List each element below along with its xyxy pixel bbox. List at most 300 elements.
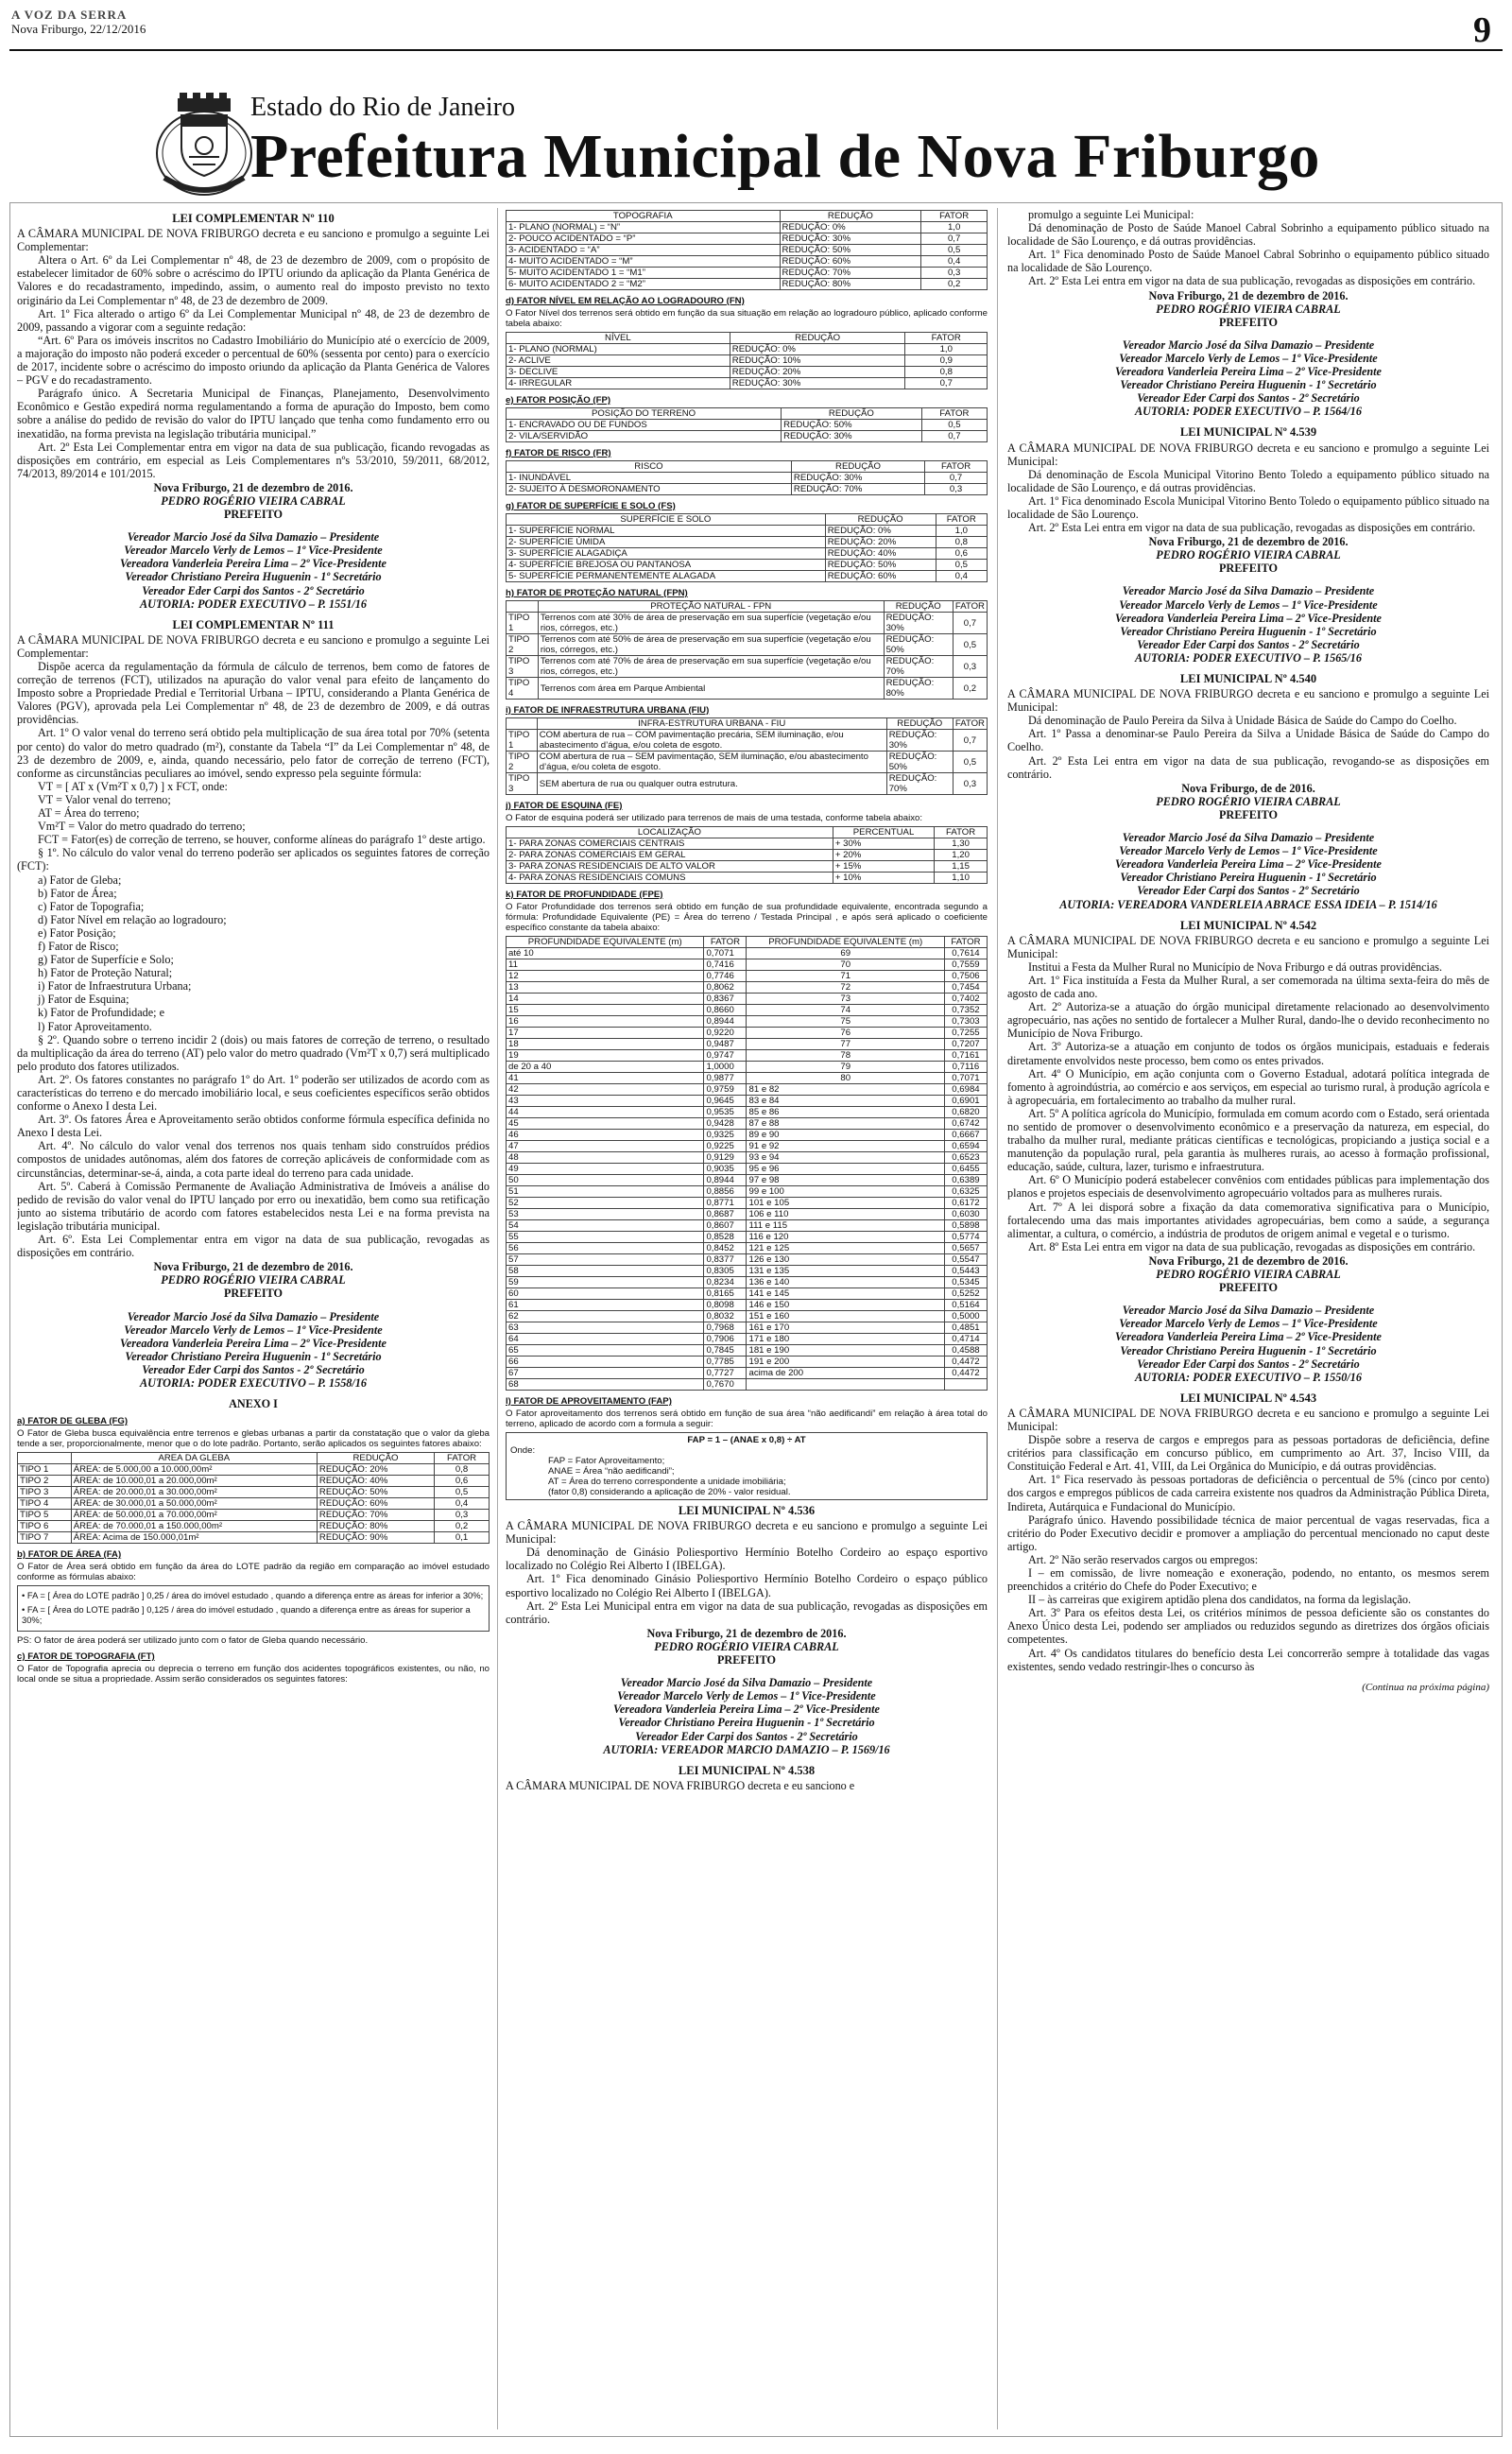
table-cell: 0,9325: [704, 1130, 747, 1141]
mayor-name: PEDRO ROGÉRIO VIEIRA CABRAL: [161, 1273, 346, 1287]
table-cell: REDUÇÃO: 20%: [730, 367, 905, 378]
table-cell: 4- IRREGULAR: [507, 378, 730, 389]
table-header-cell: REDUÇÃO: [886, 718, 953, 730]
table-cell: REDUÇÃO: 20%: [825, 537, 936, 548]
table-row: [507, 613, 988, 634]
table-header-cell: REDUÇÃO: [780, 211, 921, 222]
table-cell: 1,10: [935, 873, 988, 884]
table-cell: 0,8856: [704, 1186, 747, 1198]
table-cell: 6- MUITO ACIDENTADO 2 = “M2”: [507, 279, 781, 290]
data-table: [506, 332, 988, 389]
section-description: O Fator de Área será obtido em função da área do LOTE padrão da região em comparação ao imóvel estudado conforme as fórmulas abaixo:: [17, 1562, 490, 1583]
table-row: [507, 861, 988, 873]
table-cell: 0,7845: [704, 1345, 747, 1357]
table-cell: TIPO 3: [507, 656, 539, 678]
table-cell: 0,6: [435, 1476, 490, 1487]
table-cell: + 30%: [833, 838, 934, 850]
mayor-title: PREFEITO: [1218, 315, 1279, 329]
signatory: Vereador Marcelo Verly de Lemos – 1º Vice-Presidente: [124, 1322, 383, 1337]
authority-line: AUTORIA: VEREADORA VANDERLEIA ABRACE ESSA IDEIA – P. 1514/16: [1059, 897, 1437, 911]
table-cell: 0,5547: [944, 1254, 987, 1266]
law-paragraph: Art. 2º. Os fatores constantes no parágrafo 1º do Art. 1º poderão ser utilizados de acordo com as características do terreno e do mercado imobiliário local, e seus coeficientes específicos serão obtidos conforme o Anexo I desta Lei.: [17, 1072, 490, 1114]
table-cell: 73: [747, 994, 944, 1005]
table-row: [507, 1118, 988, 1130]
table-header-cell: FATOR: [953, 718, 987, 730]
table-cell: 0,7559: [944, 959, 987, 971]
table-cell: 0,7: [905, 378, 988, 389]
table-cell: 83 e 84: [747, 1096, 944, 1107]
table-cell: 141 e 145: [747, 1288, 944, 1300]
table-cell: 0,7071: [944, 1073, 987, 1084]
table-cell: 11: [507, 959, 704, 971]
law-paragraph: promulgo a seguinte Lei Municipal:: [1028, 208, 1194, 221]
table-row: [18, 1487, 490, 1498]
table-cell: 1,20: [935, 850, 988, 861]
table-cell: 0,7: [953, 730, 987, 752]
law-paragraph: Parágrafo único. Havendo possibilidade técnica de maior percentual de vagas reservadas, fica a critério do Poder Executivo decidir e promover a ampliação do percentual mencionado no caput deste artigo.: [1007, 1512, 1489, 1553]
table-row: [507, 1277, 988, 1288]
table-cell: [747, 1379, 944, 1391]
table-cell: 0,3: [953, 656, 987, 678]
table-cell: REDUÇÃO: 60%: [780, 256, 921, 268]
table-header-cell: REDUÇÃO: [317, 1453, 434, 1464]
table-row: [507, 560, 988, 571]
authority-line: AUTORIA: PODER EXECUTIVO – P. 1550/16: [1135, 1370, 1362, 1384]
table-row: [507, 959, 988, 971]
table-row: [18, 1464, 490, 1476]
law-title: LEI MUNICIPAL Nº 4.543: [1179, 1391, 1317, 1405]
column-3: [1007, 208, 1489, 2429]
signatory: Vereador Eder Carpi dos Santos - 2º Secretário: [635, 1729, 858, 1743]
data-table: [506, 460, 988, 495]
table-cell: 2- SUPERFÍCIE ÚMIDA: [507, 537, 826, 548]
law-document: [17, 212, 490, 611]
table-cell: 0,6667: [944, 1130, 987, 1141]
table-header-cell: TOPOGRAFIA: [507, 211, 781, 222]
table-cell: 151 e 160: [747, 1311, 944, 1322]
table-row: [507, 1084, 988, 1096]
table-cell: 111 e 115: [747, 1220, 944, 1232]
table-cell: REDUÇÃO: 30%: [782, 431, 922, 442]
law-paragraph: Art. 6º O Município poderá estabelecer convênios com entidades públicas para implementação dos planos e projetos especiais de desenvolvimento agropecuário voltados para as mulheres rurais.: [1007, 1173, 1489, 1201]
law-paragraph: VT = [ AT x (Vm²T x 0,7) ] x FCT, onde:: [38, 779, 228, 793]
table-header-cell: FATOR: [925, 461, 988, 473]
table-cell: 0,2: [435, 1521, 490, 1532]
law-paragraph: Art. 5º A política agrícola do Município, formulada em comum acordo com o Estado, será orientada no sentido de promover o desenvolvimento econômico e a preservação da natureza, em especial, do trabalho da mulher rural, mediante práticas científicas e tecnológicas, propiciando a justiça social e a manutenção da população rural, pela garantia às mulheres rurais, ao acesso à formação profissional, educação, saúde, cultura, lazer, turismo e infraestrutura.: [1007, 1106, 1489, 1174]
table-cell: TIPO 1: [507, 730, 538, 752]
table-header-row: [507, 718, 988, 730]
table-cell: 15: [507, 1005, 704, 1016]
law-title: LEI MUNICIPAL Nº 4.538: [678, 1763, 816, 1777]
table-cell: 181 e 190: [747, 1345, 944, 1357]
table-cell: 0,8032: [704, 1311, 747, 1322]
table-cell: REDUÇÃO: 20%: [317, 1464, 434, 1476]
section-description: O Fator de Gleba busca equivalência entre terrenos e glebas urbanas a partir da constatação que o valor da gleba tende a ser, proporcionalmente, menor que o do lote padrão. Portanto, serão aplicados os seguintes fatores abaixo:: [17, 1428, 490, 1450]
table-cell: 77: [747, 1039, 944, 1050]
law-paragraph: A CÂMARA MUNICIPAL DE NOVA FRIBURGO decreta e eu sanciono e promulgo a seguinte Lei Municipal:: [1007, 933, 1489, 960]
table-header-cell: FATOR: [953, 601, 987, 613]
header-rule: [9, 49, 1503, 51]
table-row: [507, 1288, 988, 1300]
law-date: Nova Friburgo, 21 de dezembro de 2016.: [153, 480, 353, 494]
table-cell: 0,6901: [944, 1096, 987, 1107]
section-description: O Fator de Topografia aprecia ou deprecia o terreno em função dos acidentes topográficos existentes, ou não, no local onde se situa a propriedade. Assim serão considerados os seguintes fatores:: [17, 1664, 490, 1685]
law-paragraph: Institui a Festa da Mulher Rural no Município de Nova Friburgo e dá outras providências.: [1028, 959, 1443, 974]
table-cell: 48: [507, 1152, 704, 1164]
table-row: [507, 537, 988, 548]
table-cell: REDUÇÃO: 50%: [884, 634, 953, 656]
table-cell: REDUÇÃO: 70%: [886, 773, 953, 795]
table-cell: 2- SUJEITO À DESMORONAMENTO: [507, 484, 792, 495]
section-heading: a) FATOR DE GLEBA (FG): [17, 1416, 129, 1427]
table-cell: 0,5898: [944, 1220, 987, 1232]
signatory: Vereador Marcelo Verly de Lemos – 1º Vice-Presidente: [1119, 597, 1378, 612]
table-cell: 3- DECLIVE: [507, 367, 730, 378]
table-cell: 0,8771: [704, 1198, 747, 1209]
table-cell: 0,5: [953, 752, 987, 773]
table-cell: 0,9759: [704, 1084, 747, 1096]
table-cell: 0,6172: [944, 1198, 987, 1209]
table-cell: 0,9487: [704, 1039, 747, 1050]
table-cell: REDUÇÃO: 0%: [825, 526, 936, 537]
table-row: [507, 344, 988, 355]
laws-block: [506, 1504, 988, 1792]
table-cell: 0,9129: [704, 1152, 747, 1164]
table-cell: 126 e 130: [747, 1254, 944, 1266]
table-cell: TIPO 1: [18, 1464, 72, 1476]
table-row: [507, 1243, 988, 1254]
table-cell: 67: [507, 1368, 704, 1379]
table-cell: 0,6: [936, 548, 987, 560]
law-paragraph: Art. 1º Fica denominado Posto de Saúde Manoel Cabral Sobrinho o equipamento público situado na localidade de São Lourenço.: [1007, 248, 1489, 275]
table-cell: 60: [507, 1288, 704, 1300]
section-description: O Fator Nível dos terrenos será obtido em função da sua situação em relação ao logradouro público, aplicado conforme tabela abaixo:: [506, 308, 988, 329]
table-cell: 80: [747, 1073, 944, 1084]
table-row: [507, 971, 988, 982]
table-cell: REDUÇÃO: 10%: [730, 355, 905, 367]
table-cell: 146 e 150: [747, 1300, 944, 1311]
law-title: LEI COMPLEMENTAR Nº 111: [172, 617, 335, 631]
table-row: [507, 1345, 988, 1357]
table-cell: 0,6820: [944, 1107, 987, 1118]
formula-definition: ANAE = Área “não aedificandi”;: [548, 1466, 675, 1477]
table-row: [507, 378, 988, 389]
law-paragraph: A CÂMARA MUNICIPAL DE NOVA FRIBURGO decreta e eu sanciono e promulgo a seguinte Lei Municipal:: [1007, 687, 1489, 715]
table-cell: REDUÇÃO: 40%: [317, 1476, 434, 1487]
section-description: O Fator aproveitamento dos terrenos será obtido em função de sua área “não aedificandi” em relação à área total do terreno, aplicado de acordo com a formula a seguir:: [506, 1408, 988, 1429]
table-row: [507, 420, 988, 431]
formula-definition: (fator 0,8) considerando a aplicação de 20% - valor residual.: [548, 1487, 791, 1497]
signatory: Vereadora Vanderleia Pereira Lima – 2º Vice-Presidente: [1115, 365, 1382, 379]
law-paragraph: Art. 5º. Caberá à Comissão Permanente de Avaliação Administrativa de Imóveis a análise do pedido de revisão do valor venal do IPTU lançado por erro ou inexatidão, bem como sua retificação junto ao sistema tributário de acordo com fatores estabelecidos nesta Lei e na forma prevista na legislação tributária municipal.: [17, 1179, 490, 1233]
table-header-cell: FATOR: [935, 827, 988, 838]
table-cell: TIPO 6: [18, 1521, 72, 1532]
table-row: [507, 752, 988, 773]
column-1: [17, 208, 490, 2429]
law-date: Nova Friburgo, 21 de dezembro de 2016.: [1148, 1253, 1349, 1268]
law-paragraph: § 1º. No cálculo do valor venal do terreno poderão ser aplicados os seguintes fatores de correção (FCT):: [17, 846, 490, 873]
table-cell: 46: [507, 1130, 704, 1141]
table-cell: 14: [507, 994, 704, 1005]
table-cell: 0,5164: [944, 1300, 987, 1311]
table-cell: 0,7670: [704, 1379, 747, 1391]
signatory: Vereadora Vanderleia Pereira Lima – 2º Vice-Presidente: [1115, 857, 1382, 872]
mayor-name: PEDRO ROGÉRIO VIEIRA CABRAL: [1156, 1268, 1341, 1282]
table-cell: 0,5774: [944, 1232, 987, 1243]
table-row: [507, 431, 988, 442]
table-header-cell: RISCO: [507, 461, 792, 473]
mayor-name: PEDRO ROGÉRIO VIEIRA CABRAL: [1156, 302, 1341, 316]
table-header-row: [507, 827, 988, 838]
table-header-row: [507, 937, 988, 948]
law-paragraph: Dá denominação de Ginásio Poliesportivo Hermínio Botelho Cordeiro ao espaço esportivo localizado no Colégio Rei Alberto I (IBELGA).: [506, 1546, 988, 1573]
law-title: LEI MUNICIPAL Nº 4.539: [1179, 425, 1317, 440]
law-paragraph: A CÂMARA MUNICIPAL DE NOVA FRIBURGO decreta e eu sanciono e promulgo a seguinte Lei Complementar:: [17, 632, 490, 660]
table-cell: ÁREA: de 5.000,00 a 10.000,00m²: [71, 1464, 317, 1476]
table-cell: 0,9428: [704, 1118, 747, 1130]
table-cell: 53: [507, 1209, 704, 1220]
table-header-cell: NÍVEL: [507, 333, 730, 344]
law-title: LEI MUNICIPAL Nº 4.536: [678, 1504, 816, 1517]
table-cell: 0,9747: [704, 1050, 747, 1062]
table-row: [507, 730, 988, 752]
table-cell: 0,1: [435, 1532, 490, 1544]
law-date: Nova Friburgo, 21 de dezembro de 2016.: [153, 1260, 353, 1274]
table-cell: 95 e 96: [747, 1164, 944, 1175]
law-paragraph: d) Fator Nível em relação ao logradouro;: [38, 912, 227, 926]
table-cell: REDUÇÃO: 70%: [317, 1510, 434, 1521]
table-cell: 78: [747, 1050, 944, 1062]
table-cell: 171 e 180: [747, 1334, 944, 1345]
law-document: [1007, 425, 1489, 665]
law-paragraph: Art. 7º A lei disporá sobre a fixação da data comemorativa significativa para o Município, fortalecendo uma das mais importantes atividades agropecuárias, bem como a saúde, a segurança alimentar, a cultura, o comércio, a indústria de produtos de origem animal e vegetal e o turismo.: [1007, 1200, 1489, 1240]
table-cell: 3- SUPERFÍCIE ALAGADIÇA: [507, 548, 826, 560]
table-row: [507, 982, 988, 994]
table-header-cell: FATOR: [944, 937, 987, 948]
annex-part: [17, 1416, 490, 1685]
table-header-cell: REDUÇÃO: [782, 408, 922, 420]
signatory: Vereador Marcio José da Silva Damazio – Presidente: [127, 1309, 380, 1323]
signatory: Vereador Marcio José da Silva Damazio – Presidente: [1122, 337, 1375, 352]
law-document: [1007, 919, 1489, 1384]
table-row: [18, 1532, 490, 1544]
table-cell: 0,4: [435, 1498, 490, 1510]
masthead-title: Prefeitura Municipal de Nova Friburgo: [250, 122, 1320, 191]
law-date: Nova Friburgo, de de 2016.: [1181, 781, 1315, 795]
table-header-cell: REDUÇÃO: [791, 461, 924, 473]
table-cell: 1- SUPERFÍCIE NORMAL: [507, 526, 826, 537]
table-row: [507, 873, 988, 884]
law-paragraph: h) Fator de Proteção Natural;: [38, 966, 173, 980]
table-row: [507, 1311, 988, 1322]
table-cell: 12: [507, 971, 704, 982]
table-cell: 0,3: [435, 1510, 490, 1521]
table-cell: 0,8305: [704, 1266, 747, 1277]
table-row: [507, 773, 988, 795]
law-paragraph: Art. 6º. Esta Lei Complementar entra em vigor na data de sua publicação, revogadas as disposições em contrário.: [17, 1233, 490, 1260]
law-paragraph: j) Fator de Esquina;: [38, 993, 129, 1007]
table-cell: 0,9035: [704, 1164, 747, 1175]
table-cell: 0,9225: [704, 1141, 747, 1152]
table-row: [507, 484, 988, 495]
table-cell: Terrenos com até 50% de área de preservação em sua superfície (vegetação e/ou rios, córregos, etc.): [538, 634, 884, 656]
table-cell: 49: [507, 1164, 704, 1175]
table-cell: 0,8098: [704, 1300, 747, 1311]
law-paragraph: Art. 2º Esta Lei entra em vigor na data de sua publicação, revogadas as disposições em contrário.: [1028, 521, 1476, 535]
data-table: [506, 600, 988, 700]
signatory: Vereador Christiano Pereira Huguenin - 1º Secretário: [1120, 1343, 1377, 1357]
section-heading: l) FATOR DE APROVEITAMENTO (FAP): [506, 1396, 672, 1407]
table-cell: REDUÇÃO: 60%: [825, 571, 936, 582]
section-heading: h) FATOR DE PROTEÇÃO NATURAL (FPN): [506, 588, 688, 598]
signatory: Vereador Christiano Pereira Huguenin - 1º Secretário: [125, 570, 382, 584]
table-cell: REDUÇÃO: 0%: [730, 344, 905, 355]
table-cell: 101 e 105: [747, 1198, 944, 1209]
table-cell: 2- POUCO ACIDENTADO = “P”: [507, 233, 781, 245]
table-cell: 116 e 120: [747, 1232, 944, 1243]
annex-title: ANEXO I: [229, 1397, 278, 1411]
data-table: [506, 717, 988, 795]
table-header-cell: SUPERFÍCIE E SOLO: [507, 514, 826, 526]
table-row: [507, 367, 988, 378]
table-cell: REDUÇÃO: 70%: [884, 656, 953, 678]
state-name: Estado do Rio de Janeiro: [250, 93, 515, 122]
table-header-cell: PROFUNDIDADE EQUIVALENTE (m): [507, 937, 704, 948]
table-header-cell: INFRA-ESTRUTURA URBANA - FIU: [537, 718, 886, 730]
table-cell: 4- MUITO ACIDENTADO = “M”: [507, 256, 781, 268]
table-cell: 89 e 90: [747, 1130, 944, 1141]
table-cell: [944, 1379, 987, 1391]
table-cell: 43: [507, 1096, 704, 1107]
table-cell: REDUÇÃO: 80%: [884, 678, 953, 700]
table-cell: 58: [507, 1266, 704, 1277]
law-document: [17, 618, 490, 1390]
table-cell: 0,7255: [944, 1028, 987, 1039]
table-cell: 0,6389: [944, 1175, 987, 1186]
table-cell: + 20%: [833, 850, 934, 861]
section-heading: i) FATOR DE INFRAESTRUTURA URBANA (FIU): [506, 705, 710, 716]
table-cell: 3- ACIDENTADO = “A”: [507, 245, 781, 256]
signatory: Vereador Marcelo Verly de Lemos – 1º Vice-Presidente: [124, 544, 383, 558]
table-cell: 0,8234: [704, 1277, 747, 1288]
signatory: Vereador Christiano Pereira Huguenin - 1º Secretário: [1120, 871, 1377, 885]
signatory: Vereador Christiano Pereira Huguenin - 1º Secretário: [1120, 624, 1377, 638]
signatory: Vereador Christiano Pereira Huguenin - 1º Secretário: [618, 1716, 875, 1730]
table-row: [507, 1152, 988, 1164]
table-cell: REDUÇÃO: 30%: [780, 233, 921, 245]
law-date: Nova Friburgo, 21 de dezembro de 2016.: [646, 1626, 847, 1640]
formula-definition: AT = Área do terreno correspondente a unidade imobiliária;: [548, 1477, 786, 1487]
table-header-row: [507, 514, 988, 526]
law-title: LEI MUNICIPAL Nº 4.540: [1179, 672, 1317, 685]
law-paragraph: Vm²T = Valor do metro quadrado do terreno;: [38, 820, 246, 834]
table-cell: 63: [507, 1322, 704, 1334]
formula-box: [17, 1585, 490, 1632]
table-cell: 55: [507, 1232, 704, 1243]
formula-line: FAP = 1 – (ANAE x 0,8) ÷ AT: [687, 1435, 806, 1445]
table-cell: 0,8: [905, 367, 988, 378]
data-table: [506, 826, 988, 884]
signatory: Vereador Marcio José da Silva Damazio – Presidente: [1122, 1304, 1375, 1318]
table-header-row: [507, 408, 988, 420]
table-cell: 72: [747, 982, 944, 994]
table-cell: 0,4714: [944, 1334, 987, 1345]
table-cell: 0,5: [921, 420, 987, 431]
table-cell: 85 e 86: [747, 1107, 944, 1118]
table-cell: TIPO 4: [18, 1498, 72, 1510]
table-cell: REDUÇÃO: 70%: [780, 268, 921, 279]
table-row: [507, 1039, 988, 1050]
table-cell: 0,6594: [944, 1141, 987, 1152]
authority-line: AUTORIA: PODER EXECUTIVO – P. 1564/16: [1135, 405, 1362, 419]
table-cell: 5- MUITO ACIDENTADO 1 = “M1”: [507, 268, 781, 279]
table-cell: TIPO 3: [507, 773, 538, 795]
table-cell: 5- SUPERFÍCIE PERMANENTEMENTE ALAGADA: [507, 571, 826, 582]
table-cell: SEM abertura de rua ou qualquer outra estrutura.: [537, 773, 886, 795]
law-paragraph: AT = Área do terreno;: [38, 806, 140, 821]
signatory: Vereadora Vanderleia Pereira Lima – 2º Vice-Presidente: [120, 557, 387, 571]
section-heading: f) FATOR DE RISCO (FR): [506, 448, 611, 458]
mayor-title: PREFEITO: [1218, 1281, 1279, 1295]
table-cell: 54: [507, 1220, 704, 1232]
law-paragraph: A CÂMARA MUNICIPAL DE NOVA FRIBURGO decreta e eu sanciono e: [506, 1778, 855, 1792]
table-cell: 0,8944: [704, 1175, 747, 1186]
formula-line: • FA = [ Área do LOTE padrão ] 0,125 / área do imóvel estudado , quando a diferença entre as áreas for superior a 30%;: [22, 1604, 471, 1626]
law-paragraph: Art. 2º Esta Lei Complementar entra em vigor na data de sua publicação, ficando revogadas as disposições em contrário, em especial as Leis Complementares nºs 53/2010, 59/2011, 68/2012, 74/2013, 89/2014 e 101/2015.: [17, 440, 490, 480]
table-cell: 0,7303: [944, 1016, 987, 1028]
law-document: [1007, 208, 1489, 418]
table-cell: 66: [507, 1357, 704, 1368]
table-cell: 0,9877: [704, 1073, 747, 1084]
signatory: Vereador Christiano Pereira Huguenin - 1º Secretário: [125, 1349, 382, 1363]
table-header-cell: FATOR: [435, 1453, 490, 1464]
table-cell: 0,4: [921, 256, 988, 268]
formula-box: [506, 1432, 988, 1500]
table-cell: 1,0: [921, 222, 988, 233]
table-row: [507, 279, 988, 290]
law-paragraph: A CÂMARA MUNICIPAL DE NOVA FRIBURGO decreta e eu sanciono e promulgo a seguinte Lei Municipal:: [1007, 1406, 1489, 1433]
table-row: [18, 1476, 490, 1487]
law-paragraph: II – às carreiras que exigirem aptidão plena dos candidatos, na forma da legislação.: [1028, 1593, 1412, 1607]
table-cell: 0,6742: [944, 1118, 987, 1130]
table-row: [507, 355, 988, 367]
table-cell: 1,0000: [704, 1062, 747, 1073]
table-cell: 0,7416: [704, 959, 747, 971]
formula-where: Onde:: [510, 1445, 536, 1456]
table-cell: 1,15: [935, 861, 988, 873]
table-row: [507, 1016, 988, 1028]
table-cell: REDUÇÃO: 60%: [317, 1498, 434, 1510]
mayor-title: PREFEITO: [1218, 562, 1279, 576]
law-paragraph: Art. 1º Fica instituída a Festa da Mulher Rural, a ser comemorada na última sexta-feira do mês de agosto de cada ano.: [1007, 973, 1489, 1001]
data-table: [17, 1452, 490, 1544]
table-cell: ÁREA: de 30.000,01 a 50.000,00m²: [71, 1498, 317, 1510]
table-cell: 0,7207: [944, 1039, 987, 1050]
authority-line: AUTORIA: PODER EXECUTIVO – P. 1558/16: [140, 1375, 367, 1390]
table-row: [507, 678, 988, 700]
table-cell: 0,7: [921, 431, 987, 442]
table-cell: 99 e 100: [747, 1186, 944, 1198]
law-document: [506, 1504, 988, 1756]
table-cell: acima de 200: [747, 1368, 944, 1379]
table-cell: 76: [747, 1028, 944, 1039]
table-header-cell: FATOR: [921, 408, 987, 420]
table-cell: + 10%: [833, 873, 934, 884]
table-header-cell: FATOR: [936, 514, 987, 526]
table-cell: 191 e 200: [747, 1357, 944, 1368]
table-cell: 4- PARA ZONAS RESIDENCIAIS COMUNS: [507, 873, 833, 884]
table-row: [507, 1050, 988, 1062]
